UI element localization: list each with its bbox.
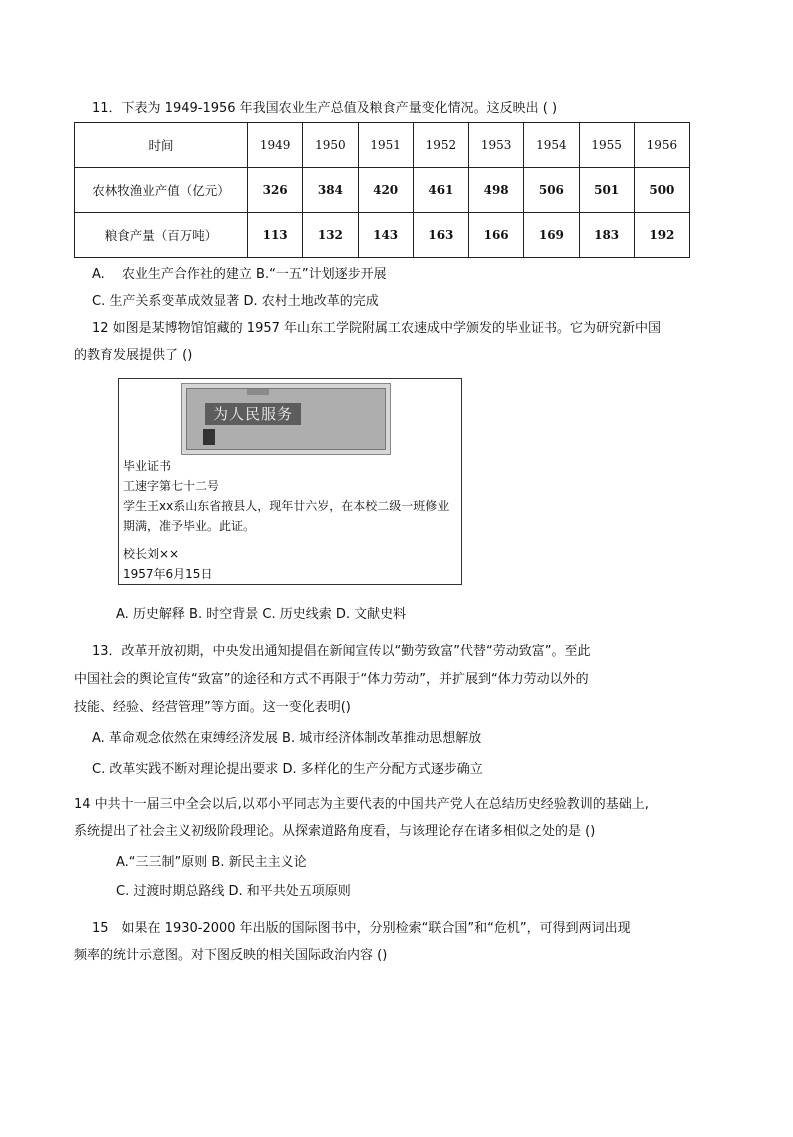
year-cell: 1949 xyxy=(248,123,303,168)
cert-line: 毕业证书 xyxy=(123,459,172,473)
year-cell: 1955 xyxy=(579,123,634,168)
q13-stem-line1: 13．改革开放初期，中央发出通知提倡在新闻宣传以“勤劳致富”代替“劳动致富”。至此 xyxy=(92,644,591,659)
q13-stem-line2: 中国社会的舆论宣传“致富”的途径和方式不再限于“体力劳动”，并扩展到“体力劳动以外的 xyxy=(74,672,589,687)
certificate-photo xyxy=(181,383,391,455)
value-cell: 163 xyxy=(413,213,468,258)
q14-options-line2: C. 过渡时期总路线 D. 和平共处五项原则 xyxy=(116,884,351,899)
q13-options-line1: A. 革命观念依然在束缚经济发展 B. 城市经济体制改革推动思想解放 xyxy=(92,731,482,746)
cert-line: 工速字第七十二号 xyxy=(123,479,220,493)
table-row xyxy=(75,168,690,213)
year-cell: 1956 xyxy=(634,123,689,168)
q11-table xyxy=(74,122,690,258)
year-cell: 1954 xyxy=(524,123,579,168)
value-cell: 506 xyxy=(524,168,579,213)
q13-options-line2: C. 改革实践不断对理论提出要求 D. 多样化的生产分配方式逐步确立 xyxy=(92,762,483,777)
value-cell: 461 xyxy=(413,168,468,213)
year-cell: 1952 xyxy=(413,123,468,168)
q15-stem-line2: 频率的统计示意图。对下图反映的相关国际政治内容 () xyxy=(74,948,388,963)
emblem-icon xyxy=(247,389,269,395)
cert-line: 期满，准予毕业。此证。 xyxy=(123,519,256,533)
cert-line: 校长刘×× xyxy=(123,547,180,561)
year-cell: 1950 xyxy=(303,123,358,168)
cert-line: 学生王xx系山东省掖县人，现年廿六岁，在本校二级一班修业 xyxy=(123,499,450,513)
q12-options: A. 历史解释 B. 时空背景 C. 历史线索 D. 文献史料 xyxy=(116,607,407,622)
value-cell: 132 xyxy=(303,213,358,258)
portrait-image xyxy=(203,429,215,445)
q14-options-line1: A.“三三制”原则 B. 新民主主义论 xyxy=(116,855,307,870)
value-cell: 420 xyxy=(358,168,413,213)
q15-stem-line1: 15 如果在 1930-2000 年出版的国际图书中，分别检索“联合国”和“危机”，可得到两词出现 xyxy=(92,921,631,936)
table-row xyxy=(75,123,690,168)
certificate-figure xyxy=(118,378,462,585)
q14-stem-line1: 14 中共十一届三中全会以后,以邓小平同志为主要代表的中国共产党人在总结历史经验教训的基础上, xyxy=(74,797,649,812)
year-cell: 1951 xyxy=(358,123,413,168)
photo-banner: 为人民服务 xyxy=(205,403,301,425)
value-cell: 501 xyxy=(579,168,634,213)
value-cell: 384 xyxy=(303,168,358,213)
table-row xyxy=(75,213,690,258)
value-cell: 143 xyxy=(358,213,413,258)
table-header-cell: 时间 xyxy=(75,123,248,168)
q11-options-line1: A. 农业生产合作社的建立 B.“一五”计划逐步开展 xyxy=(92,267,387,282)
value-cell: 166 xyxy=(469,213,524,258)
q12-stem-line1: 12 如图是某博物馆馆藏的 1957 年山东工学院附属工农速成中学颁发的毕业证书。它为研究新中国 xyxy=(92,321,662,336)
row-label: 粮食产量（百万吨） xyxy=(75,213,248,258)
q13-stem-line3: 技能、经验、经营管理”等方面。这一变化表明() xyxy=(74,700,351,715)
value-cell: 183 xyxy=(579,213,634,258)
year-cell: 1953 xyxy=(469,123,524,168)
value-cell: 113 xyxy=(248,213,303,258)
value-cell: 169 xyxy=(524,213,579,258)
q14-stem-line2: 系统提出了社会主义初级阶段理论。从探索道路角度看，与该理论存在诸多相似之处的是 () xyxy=(74,824,596,839)
value-cell: 500 xyxy=(634,168,689,213)
q11-stem: 11．下表为 1949-1956 年我国农业生产总值及粮食产量变化情况。这反映出 ( ) xyxy=(92,101,558,116)
value-cell: 498 xyxy=(469,168,524,213)
q12-stem-line2: 的教育发展提供了 () xyxy=(74,348,193,363)
value-cell: 326 xyxy=(248,168,303,213)
row-label: 农林牧渔业产值（亿元） xyxy=(75,168,248,213)
q11-options-line2: C. 生产关系变革成效显著 D. 农村土地改革的完成 xyxy=(92,294,379,309)
value-cell: 192 xyxy=(634,213,689,258)
cert-line: 1957年6月15日 xyxy=(123,567,213,581)
